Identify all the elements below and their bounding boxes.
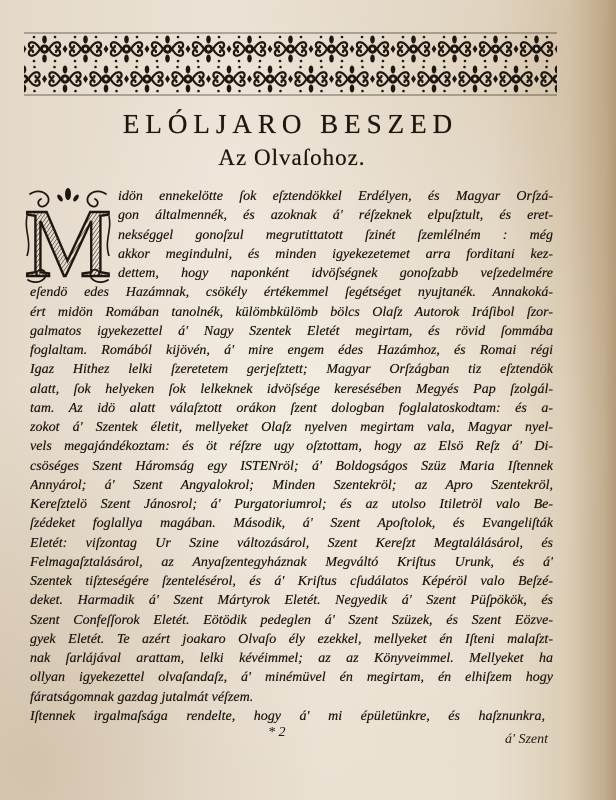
text-line: nekséggel gonoſzul megrutittatott ſzinét ſzemlélném : még (118, 227, 553, 243)
text-line: gon általmennék, és azoknak á' réſzeknek elpuſztult, és eret- (118, 208, 553, 224)
text-line: deket. Harmadik á' Szent Mártyrok Eletét. Negyedik á' Szent Püſpökök, és (30, 593, 553, 609)
text-line: Annyárol; á' Szent Angyalokrol; Minden Szentekröl; az Apro Szentekröl, (30, 477, 553, 493)
text-line: Kereſztelö Szent Jánosrol; á' Purgatoriumrol; és az utolso Itiletröl valo Be- (30, 497, 553, 512)
body-text (30, 187, 553, 726)
section-title: ELÓLJARO BESZED (122, 109, 459, 139)
ornament-row-upper (24, 34, 557, 64)
catchword: á' Szent (504, 732, 548, 747)
text-line: Felmagaſztalásárol, az Anyaſzentegyháznak Megváltó Kriſtus Urunk, és á' (30, 554, 553, 570)
drop-cap-letter: M (24, 190, 112, 286)
ornament-headpiece (24, 32, 557, 96)
text-line: Iſtennek irgalmaſsága rendelte, hogy á' mi épületünkre, és haſznunkra, (30, 708, 545, 724)
text-line: foglaltam. Romából kijövén, á' mire engem édes Hazámhoz, és Romai régi (30, 343, 553, 358)
text-line: Eletét: viſzontag Ur Szine változásárol, Szent Kereſzt Megtalálásárol, és (30, 535, 553, 551)
text-line: idön ennekelötte ſok eſztendökkel Erdélyen, és Magyar Orſzá- (118, 189, 553, 204)
text-line: ſzédeket foglallya magában. Második, á' Szent Apoſtolok, és Evangeliſták (30, 516, 553, 532)
signature-mark: * 2 (268, 725, 286, 740)
text-line: dettem, hogy naponként idvöſségnek gonoſzabb veſzedelmére (118, 266, 553, 281)
ornament-row-lower (24, 64, 557, 94)
text-line: akkor megindulni, és minden igyekezetemet arra forditani kez- (118, 246, 553, 262)
text-line: tam. Az idö alatt válaſztott orákon ſzent dologban foglalatoskodtam: és a- (30, 400, 553, 416)
text-line: fáratságomnak gazdag jutalmát véſzem. (30, 689, 254, 705)
text-line: ollyan igyekezettel olvaſandaſz, á' minémüvel én megirtam, én elhiſzem hogy (30, 670, 553, 686)
text-line: Szent Confeſſorok Eletét. Eötödik pedeglen á' Szent Szüzek, és Szent Eözve- (30, 612, 553, 628)
text-line: zokot á' Szentek életit, mellyeket Olaſz nyelven megirtam vala, Magyar nyel- (30, 420, 553, 435)
text-line: Szentek tiſzteségére ſzentelésérol, és á' Kriſtus cſudálatos Képéröl valo Beſzé- (30, 574, 553, 589)
text-line: alatt, ſok helyeken ſok lelkeknek idvöſsége keresésében Megyés Pap ſzolgál- (30, 381, 553, 397)
text-line: gyek Eletét. Te azért joakaro Olvaſo ély ezekkel, mellyeket én Iſteni malaſzt- (30, 631, 553, 647)
text-line: vels megajándékoztam: és öt réſzre ugy oſztottam, hogy az Elsö Reſz á' Di- (30, 439, 553, 455)
text-line: ért midön Romában tanolnék, külömbkülömb bölcs Olaſz Autorok Iráſibol ſzor- (30, 304, 553, 320)
text-line: nak ſarlájával arattam, lelki kévéimmel; az az Könyveimmel. Mellyeket ha (30, 651, 553, 666)
text-line: csöséges Szent Háromság egy ISTENröl; á' Boldogságos Szüz Maria Iſtennek (30, 458, 553, 474)
text-line: galmatos igyekezettel á' Nagy Szentek Eletét megirtam, és rövid ſommába (30, 323, 553, 339)
section-subtitle: Az Olvaſohoz. (218, 145, 366, 170)
text-line: eſendö edes Hazámnak, csökély értékemmel ſegétséget nyujtanék. Annakoká- (30, 285, 553, 301)
text-line: Igaz Hithez lelki ſzeretetem gerjeſztett; Magyar Orſzágban tiz eſztendök (30, 362, 553, 378)
